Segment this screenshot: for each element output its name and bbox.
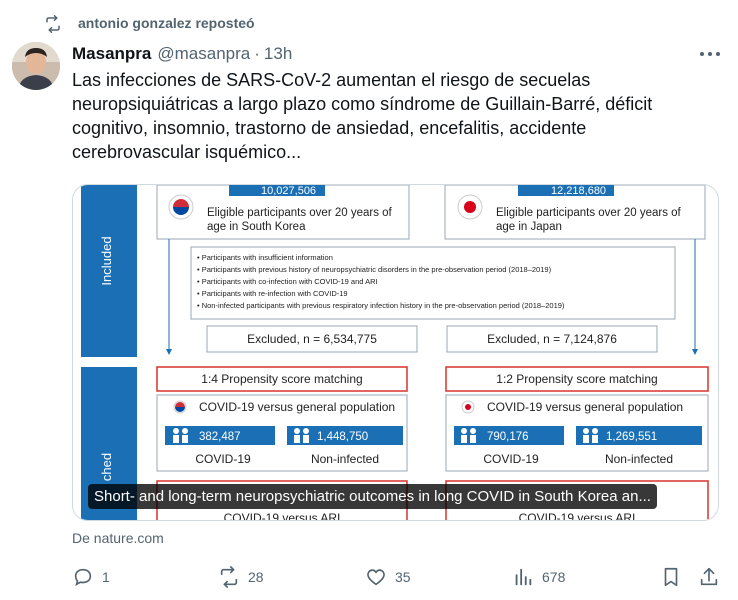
card-caption[interactable]: Short- and long-term neuropsychiatric outcomes in long COVID in South Korea an... (88, 484, 657, 509)
views-icon (512, 566, 534, 588)
tweet-line: Las infecciones de SARS-CoV-2 aumentan el riesgo de secuelas (72, 70, 591, 90)
korea-noninf-label: Non-infected (310, 452, 380, 466)
reply-count: 1 (102, 569, 110, 585)
japan-eligible-line1: Eligible participants over 20 years of (496, 207, 681, 219)
like-count: 35 (395, 569, 411, 585)
japan-matching: 1:2 Propensity score matching (496, 372, 658, 386)
avatar-image (12, 42, 60, 90)
views-count: 678 (542, 569, 566, 585)
korea-excluded: Excluded, n = 6,534,775 (247, 332, 377, 346)
action-bar (72, 562, 722, 592)
exclusion-criterion: • Participants with insufficient information (197, 253, 333, 262)
japan-noninf-count: 1,269,551 (606, 431, 658, 443)
exclusion-criterion: • Non-infected participants with previous respiratory infection history in the pre-observation period (2018–2019) (197, 301, 565, 310)
repost-count: 28 (248, 569, 264, 585)
included-label: Included (99, 236, 114, 286)
korea-matching: 1:4 Propensity score matching (201, 372, 363, 386)
views-button[interactable] (512, 562, 565, 592)
japan-noninf-label: Non-infected (604, 452, 674, 466)
author-name[interactable]: Masanpra (72, 44, 152, 63)
author-handle[interactable]: @masanpra (157, 44, 251, 63)
korea-eligible-line1: Eligible participants over 20 years of (207, 207, 392, 219)
repost-label[interactable]: antonio gonzalez reposteó (78, 15, 255, 31)
exclusion-criterion: • Participants with re-infection with COVID-19 (197, 289, 348, 298)
bookmark-icon (660, 566, 682, 588)
korea-covid-label: COVID-19 (195, 452, 251, 466)
korea-flag-icon (169, 195, 193, 219)
card-source[interactable]: De nature.com (72, 530, 164, 546)
japan-flag-icon (458, 195, 482, 219)
exclusion-criterion: • Participants with previous history of neuropsychiatric disorders in the pre-observation period (2018–2019) (197, 265, 552, 274)
reply-icon (72, 566, 94, 588)
figure-image (73, 185, 719, 521)
tweet-line: neuropsiquiátricas a largo plazo como síndrome de Guillain-Barré, déficit (72, 94, 653, 114)
share-icon (698, 566, 720, 588)
korea-count: 10,027,506 (261, 185, 317, 197)
japan-count: 12,218,680 (551, 185, 607, 197)
share-button[interactable] (698, 562, 720, 592)
japan-flag-small-icon (462, 401, 474, 413)
korea-flag-small-icon (174, 401, 186, 413)
japan-comparison: COVID-19 versus general population (487, 400, 684, 414)
repost-button[interactable] (218, 562, 264, 592)
bookmark-button[interactable] (660, 562, 682, 592)
korea-next: COVID-19 versus ARI (223, 511, 341, 522)
japan-covid-label: COVID-19 (483, 452, 539, 466)
korea-covid-count: 382,487 (199, 431, 241, 443)
japan-eligible-line2: age in Japan (496, 221, 562, 233)
reply-button[interactable] (72, 562, 110, 592)
timestamp[interactable]: 13h (263, 44, 293, 63)
japan-covid-count: 790,176 (487, 431, 529, 443)
repost-icon (44, 15, 62, 33)
link-card[interactable] (72, 184, 719, 521)
tweet-line: cerebrovascular isquémico... (72, 142, 302, 162)
avatar[interactable] (12, 42, 60, 90)
more-icon (700, 52, 704, 56)
tweet-line: cognitivo, insomnio, trastorno de ansiedad, encefalitis, accidente (72, 118, 587, 138)
more-options-button[interactable] (698, 44, 722, 64)
like-button[interactable] (365, 562, 411, 592)
korea-noninf-count: 1,448,750 (317, 431, 369, 443)
matched-label: ched (99, 452, 114, 482)
exclusion-criterion: • Participants with co-infection with COVID-19 and ARI (197, 277, 378, 286)
repost-action-icon (218, 566, 240, 588)
tweet-text (72, 68, 712, 164)
korea-comparison: COVID-19 versus general population (199, 400, 396, 414)
korea-eligible-line2: age in South Korea (207, 221, 306, 233)
heart-icon (365, 566, 387, 588)
japan-excluded: Excluded, n = 7,124,876 (487, 332, 617, 346)
separator: · (254, 44, 260, 63)
japan-next: COVID-19 versus ARI (518, 511, 636, 522)
tweet-header (72, 43, 292, 65)
